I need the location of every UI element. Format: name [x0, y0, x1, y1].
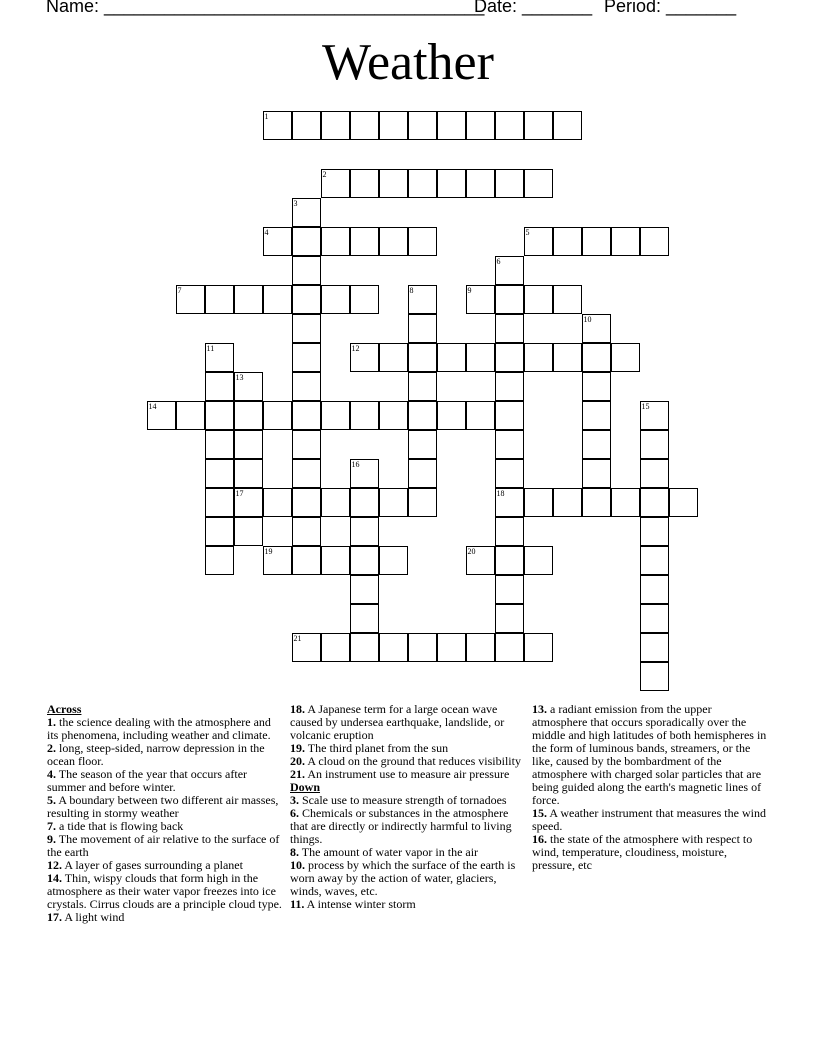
clue-text: A light wind: [62, 910, 125, 924]
grid-cell[interactable]: [350, 459, 379, 488]
grid-cell[interactable]: [292, 256, 321, 285]
grid-cell[interactable]: [321, 546, 350, 575]
clue-text: A layer of gases surrounding a planet: [62, 858, 243, 872]
clue-text: a radiant emission from the upper atmosphere that occurs sporadically over the middle and high latitudes of both hemispheres in the form of luminous bands, streamers, or the like, caused by the bombardment of the atmosphere with charged solar particles that are being guided along the earth's magnetic lines of force.: [532, 702, 767, 807]
clue-number: 1.: [47, 715, 56, 729]
grid-cell[interactable]: [350, 111, 379, 140]
clue-number: 3.: [290, 793, 299, 807]
grid-cell[interactable]: [292, 343, 321, 372]
clue: [532, 703, 768, 807]
grid-cell[interactable]: [495, 430, 524, 459]
clue-number: 8.: [290, 845, 299, 859]
grid-cell[interactable]: [495, 633, 524, 662]
across-heading: Across: [47, 702, 82, 716]
grid-cell[interactable]: [321, 111, 350, 140]
clue-number: 20: [467, 546, 476, 556]
page-title: Weather: [322, 34, 494, 91]
grid-cell[interactable]: [321, 633, 350, 662]
grid-cell[interactable]: [466, 401, 495, 430]
grid-cell[interactable]: [205, 488, 234, 517]
grid-cell[interactable]: [321, 285, 350, 314]
clue-text: A cloud on the ground that reduces visibility: [305, 754, 521, 768]
grid-cell[interactable]: [524, 488, 553, 517]
grid-cell[interactable]: [466, 633, 495, 662]
clue-number: 4: [264, 227, 269, 237]
grid-cell[interactable]: [495, 401, 524, 430]
grid-cell[interactable]: [408, 488, 437, 517]
grid-cell[interactable]: [379, 401, 408, 430]
grid-cell[interactable]: [640, 517, 669, 546]
clue-number: 6: [496, 256, 501, 266]
grid-cell[interactable]: [176, 285, 205, 314]
grid-cell[interactable]: [408, 314, 437, 343]
grid-cell[interactable]: [205, 372, 234, 401]
grid-cell[interactable]: [408, 401, 437, 430]
clue-text: The movement of air relative to the surface of the earth: [47, 832, 280, 859]
grid-cell[interactable]: [611, 343, 640, 372]
grid-cell[interactable]: [524, 111, 553, 140]
grid-cell[interactable]: [292, 401, 321, 430]
grid-cell[interactable]: [408, 633, 437, 662]
grid-cell[interactable]: [582, 401, 611, 430]
grid-cell[interactable]: [321, 227, 350, 256]
grid-cell[interactable]: [263, 401, 292, 430]
clue: [290, 768, 526, 781]
clue: [47, 833, 283, 859]
clue-text: Scale use to measure strength of tornadoes: [299, 793, 507, 807]
grid-cell[interactable]: [263, 488, 292, 517]
grid-cell[interactable]: [495, 459, 524, 488]
clue-text: the science dealing with the atmosphere and its phenomena, including weather and climate.: [47, 715, 271, 742]
grid-cell[interactable]: [292, 227, 321, 256]
clue: [47, 911, 283, 924]
grid-cell[interactable]: [582, 459, 611, 488]
grid-cell[interactable]: [524, 285, 553, 314]
grid-cell[interactable]: [437, 169, 466, 198]
grid-cell[interactable]: [263, 227, 292, 256]
grid-cell[interactable]: [408, 227, 437, 256]
clue-number: 14.: [47, 871, 62, 885]
grid-cell[interactable]: [466, 343, 495, 372]
grid-cell[interactable]: [640, 488, 669, 517]
clue-number: 6.: [290, 806, 299, 820]
grid-cell[interactable]: [292, 314, 321, 343]
clue: [290, 859, 526, 898]
grid-cell[interactable]: [292, 488, 321, 517]
clue: [47, 794, 283, 820]
grid-cell[interactable]: [640, 546, 669, 575]
grid-cell[interactable]: [582, 227, 611, 256]
clue-number: 5: [525, 227, 530, 237]
down-heading: Down: [290, 780, 321, 794]
grid-cell[interactable]: [408, 169, 437, 198]
grid-cell[interactable]: [350, 343, 379, 372]
grid-cell[interactable]: [205, 401, 234, 430]
grid-cell[interactable]: [292, 517, 321, 546]
grid-cell[interactable]: [524, 227, 553, 256]
grid-cell[interactable]: [437, 343, 466, 372]
clue-text: The amount of water vapor in the air: [299, 845, 479, 859]
clues-column-3: [532, 703, 768, 872]
clue-number: 15: [641, 401, 650, 411]
clue-number: 13: [235, 372, 244, 382]
clue: [290, 703, 526, 742]
grid-cell[interactable]: [408, 372, 437, 401]
grid-cell[interactable]: [553, 285, 582, 314]
grid-cell[interactable]: [292, 372, 321, 401]
grid-cell[interactable]: [234, 517, 263, 546]
clue-number: 11.: [290, 897, 305, 911]
grid-cell[interactable]: [553, 343, 582, 372]
clue-number: 19.: [290, 741, 305, 755]
grid-cell[interactable]: [234, 285, 263, 314]
grid-cell[interactable]: [205, 343, 234, 372]
grid-cell[interactable]: [640, 227, 669, 256]
grid-cell[interactable]: [292, 198, 321, 227]
name-field[interactable]: Name: ______________________________________: [46, 0, 485, 16]
clue: [47, 872, 283, 911]
grid-cell[interactable]: [350, 575, 379, 604]
clue-text: The season of the year that occurs after summer and before winter.: [47, 767, 248, 794]
grid-cell[interactable]: [640, 430, 669, 459]
grid-cell[interactable]: [408, 343, 437, 372]
grid-cell[interactable]: [495, 517, 524, 546]
clues-column-2: [290, 703, 526, 911]
clue-number: 9: [467, 285, 472, 295]
grid-cell[interactable]: [466, 111, 495, 140]
clue: [47, 716, 283, 742]
grid-cell[interactable]: [495, 314, 524, 343]
grid-cell[interactable]: [640, 401, 669, 430]
grid-cell[interactable]: [495, 169, 524, 198]
grid-cell[interactable]: [350, 401, 379, 430]
clue: [532, 833, 768, 872]
grid-cell[interactable]: [640, 575, 669, 604]
grid-cell[interactable]: [234, 401, 263, 430]
clue-number: 16.: [532, 832, 547, 846]
clue-number: 21.: [290, 767, 305, 781]
grid-cell[interactable]: [611, 227, 640, 256]
clue-number: 5.: [47, 793, 56, 807]
clue-text: long, steep-sided, narrow depression in the ocean floor.: [47, 741, 265, 768]
grid-cell[interactable]: [292, 430, 321, 459]
grid-cell[interactable]: [350, 285, 379, 314]
grid-cell[interactable]: [408, 459, 437, 488]
clue: [290, 898, 526, 911]
grid-cell[interactable]: [379, 169, 408, 198]
clue-number: 20.: [290, 754, 305, 768]
clue: [47, 768, 283, 794]
grid-cell[interactable]: [350, 169, 379, 198]
grid-cell[interactable]: [234, 372, 263, 401]
clue-number: 7.: [47, 819, 56, 833]
clue-number: 18: [496, 488, 505, 498]
grid-cell[interactable]: [495, 604, 524, 633]
grid-cell[interactable]: [205, 430, 234, 459]
period-field[interactable]: Period: _______: [604, 0, 737, 16]
clue-number: 9.: [47, 832, 56, 846]
clue-number: 4.: [47, 767, 56, 781]
grid-cell[interactable]: [495, 111, 524, 140]
clue-text: A boundary between two different air masses, resulting in stormy weather: [47, 793, 279, 820]
grid-cell[interactable]: [350, 546, 379, 575]
date-field[interactable]: Date: _______: [474, 0, 593, 16]
grid-cell[interactable]: [611, 488, 640, 517]
clue-text: A Japanese term for a large ocean wave caused by undersea earthquake, landslide, or volcanic eruption: [290, 702, 505, 742]
clues-column-1: [47, 703, 283, 924]
grid-cell[interactable]: [205, 517, 234, 546]
grid-cell[interactable]: [263, 546, 292, 575]
clue-number: 17: [235, 488, 244, 498]
grid-cell[interactable]: [669, 488, 698, 517]
clue-number: 12: [351, 343, 360, 353]
grid-cell[interactable]: [205, 459, 234, 488]
clue: [47, 742, 283, 768]
grid-cell[interactable]: [263, 285, 292, 314]
grid-cell[interactable]: [350, 517, 379, 546]
grid-cell[interactable]: [379, 488, 408, 517]
clue: [532, 807, 768, 833]
grid-cell[interactable]: [495, 372, 524, 401]
clue: [290, 807, 526, 846]
grid-cell[interactable]: [176, 401, 205, 430]
grid-cell[interactable]: [466, 169, 495, 198]
clue-text: Chemicals or substances in the atmosphere that are directly or indirectly harmful to living things.: [290, 806, 512, 846]
grid-cell[interactable]: [292, 459, 321, 488]
clue-text: process by which the surface of the earth is worn away by the action of water, glaciers, winds, waves, etc.: [290, 858, 516, 898]
grid-cell[interactable]: [408, 430, 437, 459]
grid-cell[interactable]: [553, 488, 582, 517]
grid-cell[interactable]: [292, 285, 321, 314]
clue-number: 18.: [290, 702, 305, 716]
grid-cell[interactable]: [582, 430, 611, 459]
grid-cell[interactable]: [205, 546, 234, 575]
grid-cell[interactable]: [292, 111, 321, 140]
grid-cell[interactable]: [379, 633, 408, 662]
grid-cell[interactable]: [437, 401, 466, 430]
clue-number: 2.: [47, 741, 56, 755]
grid-cell[interactable]: [147, 401, 176, 430]
grid-cell[interactable]: [350, 227, 379, 256]
grid-cell[interactable]: [234, 488, 263, 517]
clue-text: Thin, wispy clouds that form high in the atmosphere as their water vapor freezes into ice crystals. Cirrus clouds are a principle cloud type.: [47, 871, 282, 911]
grid-cell[interactable]: [321, 169, 350, 198]
grid-cell[interactable]: [582, 372, 611, 401]
grid-cell[interactable]: [640, 662, 669, 691]
grid-cell[interactable]: [582, 488, 611, 517]
grid-cell[interactable]: [350, 604, 379, 633]
grid-cell[interactable]: [234, 459, 263, 488]
grid-cell[interactable]: [350, 633, 379, 662]
grid-cell[interactable]: [379, 227, 408, 256]
grid-cell[interactable]: [582, 314, 611, 343]
clue-number: 10: [583, 314, 592, 324]
grid-cell[interactable]: [524, 343, 553, 372]
clue-number: 8: [409, 285, 414, 295]
clue-number: 19: [264, 546, 273, 556]
grid-cell[interactable]: [466, 546, 495, 575]
clue-number: 14: [148, 401, 157, 411]
grid-cell[interactable]: [292, 546, 321, 575]
grid-cell[interactable]: [379, 111, 408, 140]
grid-cell[interactable]: [495, 285, 524, 314]
clue-text: A intense winter storm: [304, 897, 416, 911]
grid-cell[interactable]: [408, 111, 437, 140]
clue-number: 10.: [290, 858, 305, 872]
grid-cell[interactable]: [408, 285, 437, 314]
clue-number: 13.: [532, 702, 547, 716]
grid-cell[interactable]: [379, 343, 408, 372]
clue-number: 3: [293, 198, 298, 208]
clue-text: the state of the atmosphere with respect to wind, temperature, cloudiness, moisture, pressure, etc: [532, 832, 753, 872]
clue-number: 17.: [47, 910, 62, 924]
grid-cell[interactable]: [495, 546, 524, 575]
grid-cell[interactable]: [321, 488, 350, 517]
clue-text: The third planet from the sun: [305, 741, 449, 755]
grid-cell[interactable]: [379, 546, 408, 575]
grid-cell[interactable]: [437, 633, 466, 662]
grid-cell[interactable]: [524, 169, 553, 198]
grid-cell[interactable]: [350, 488, 379, 517]
grid-cell[interactable]: [495, 575, 524, 604]
grid-cell[interactable]: [321, 401, 350, 430]
clue-number: 2: [322, 169, 327, 179]
grid-cell[interactable]: [582, 343, 611, 372]
grid-cell[interactable]: [263, 111, 292, 140]
grid-cell[interactable]: [234, 430, 263, 459]
clue-number: 11: [206, 343, 215, 353]
clue-text: a tide that is flowing back: [56, 819, 184, 833]
grid-cell[interactable]: [553, 111, 582, 140]
grid-cell[interactable]: [466, 285, 495, 314]
grid-cell[interactable]: [524, 546, 553, 575]
clue-number: 21: [293, 633, 302, 643]
grid-cell[interactable]: [640, 604, 669, 633]
grid-cell[interactable]: [495, 488, 524, 517]
clue-number: 15.: [532, 806, 547, 820]
grid-cell[interactable]: [495, 256, 524, 285]
grid-cell[interactable]: [524, 633, 553, 662]
grid-cell[interactable]: [553, 227, 582, 256]
clue-number: 16: [351, 459, 360, 469]
grid-cell[interactable]: [437, 111, 466, 140]
grid-cell[interactable]: [205, 285, 234, 314]
grid-cell[interactable]: [640, 633, 669, 662]
clue-text: A weather instrument that measures the wind speed.: [532, 806, 766, 833]
clue-number: 12.: [47, 858, 62, 872]
clue-text: An instrument use to measure air pressure: [305, 767, 510, 781]
clue-number: 1: [264, 111, 269, 121]
clue-number: 7: [177, 285, 182, 295]
grid-cell[interactable]: [292, 633, 321, 662]
grid-cell[interactable]: [495, 343, 524, 372]
grid-cell[interactable]: [640, 459, 669, 488]
